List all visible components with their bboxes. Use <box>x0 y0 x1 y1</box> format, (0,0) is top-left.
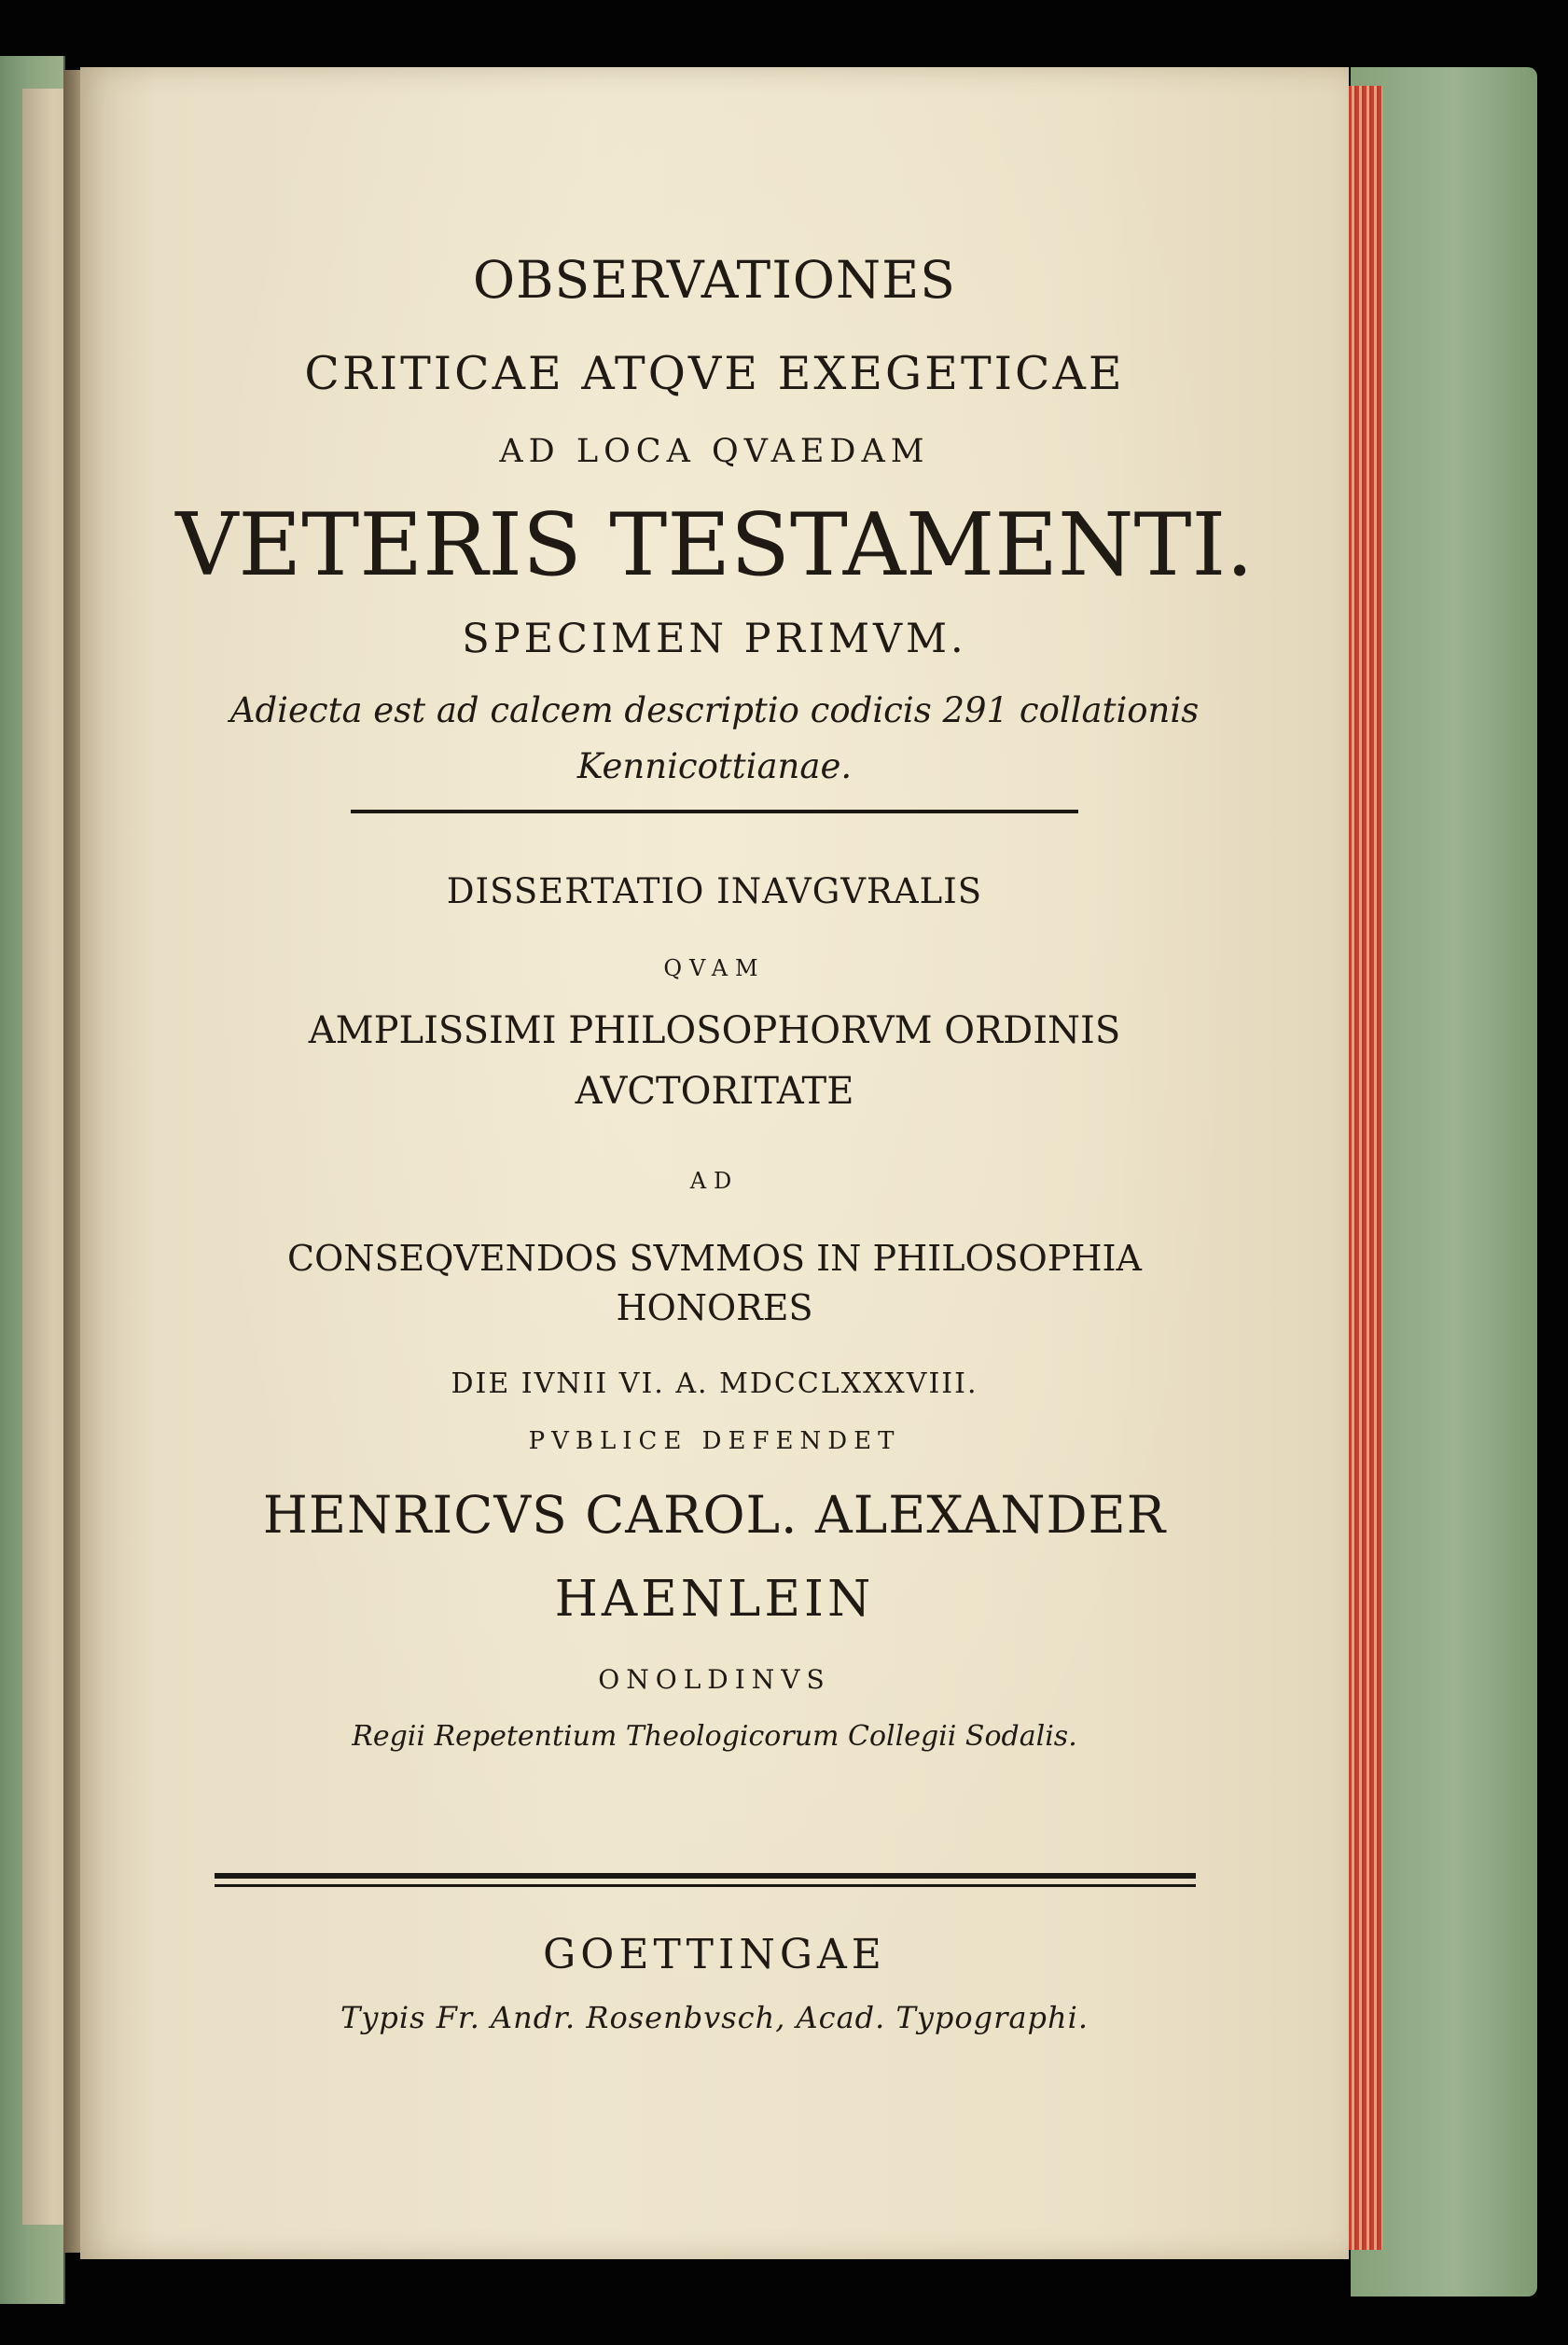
printer-line: Typis Fr. Andr. Rosenbvsch, Acad. Typographi. <box>340 2000 1089 2035</box>
origin-line: ONOLDINVS <box>598 1664 831 1695</box>
affiliation-line: Regii Repetentium Theologicorum Collegii Sodalis. <box>352 1720 1077 1753</box>
title-line-1: OBSERVATIONES <box>473 250 956 310</box>
addendum-line-2: Kennicottianae. <box>576 746 853 786</box>
date-line: DIE IVNII VI. A. MDCCLXXXVIII. <box>451 1367 978 1400</box>
purpose-line-1: CONSEQVENDOS SVMMOS IN PHILOSOPHIA <box>287 1238 1142 1279</box>
dissertation-heading: DISSERTATIO INAVGVRALIS <box>446 871 983 911</box>
divider-rule-2-bottom <box>215 1884 1196 1887</box>
divider-rule-2-top <box>215 1873 1196 1879</box>
ad-text: AD <box>689 1168 740 1194</box>
addendum-line-1: Adiecta est ad calcem descriptio codicis 291 collationis <box>229 690 1200 730</box>
order-line-2: AVCTORITATE <box>575 1070 854 1113</box>
purpose-line-2: HONORES <box>616 1287 813 1328</box>
title-page <box>80 67 1349 2259</box>
title-line-4: VETERIS TESTAMENTI. <box>175 494 1254 595</box>
place-line: GOETTINGAE <box>543 1931 886 1978</box>
order-line-1: AMPLISSIMI PHILOSOPHORVM ORDINIS <box>308 1009 1121 1052</box>
author-line-2: HAENLEIN <box>554 1571 875 1628</box>
defense-line: PVBLICE DEFENDET <box>528 1427 901 1455</box>
divider-rule-1 <box>351 810 1078 813</box>
title-line-2: CRITICAE ATQVE EXEGETICAE <box>304 347 1125 400</box>
author-line-1: HENRICVS CAROL. ALEXANDER <box>262 1485 1167 1545</box>
specimen-heading: SPECIMEN PRIMVM. <box>462 616 967 662</box>
title-line-3: AD LOCA QVAEDAM <box>499 433 930 470</box>
quam-text: QVAM <box>663 955 766 981</box>
